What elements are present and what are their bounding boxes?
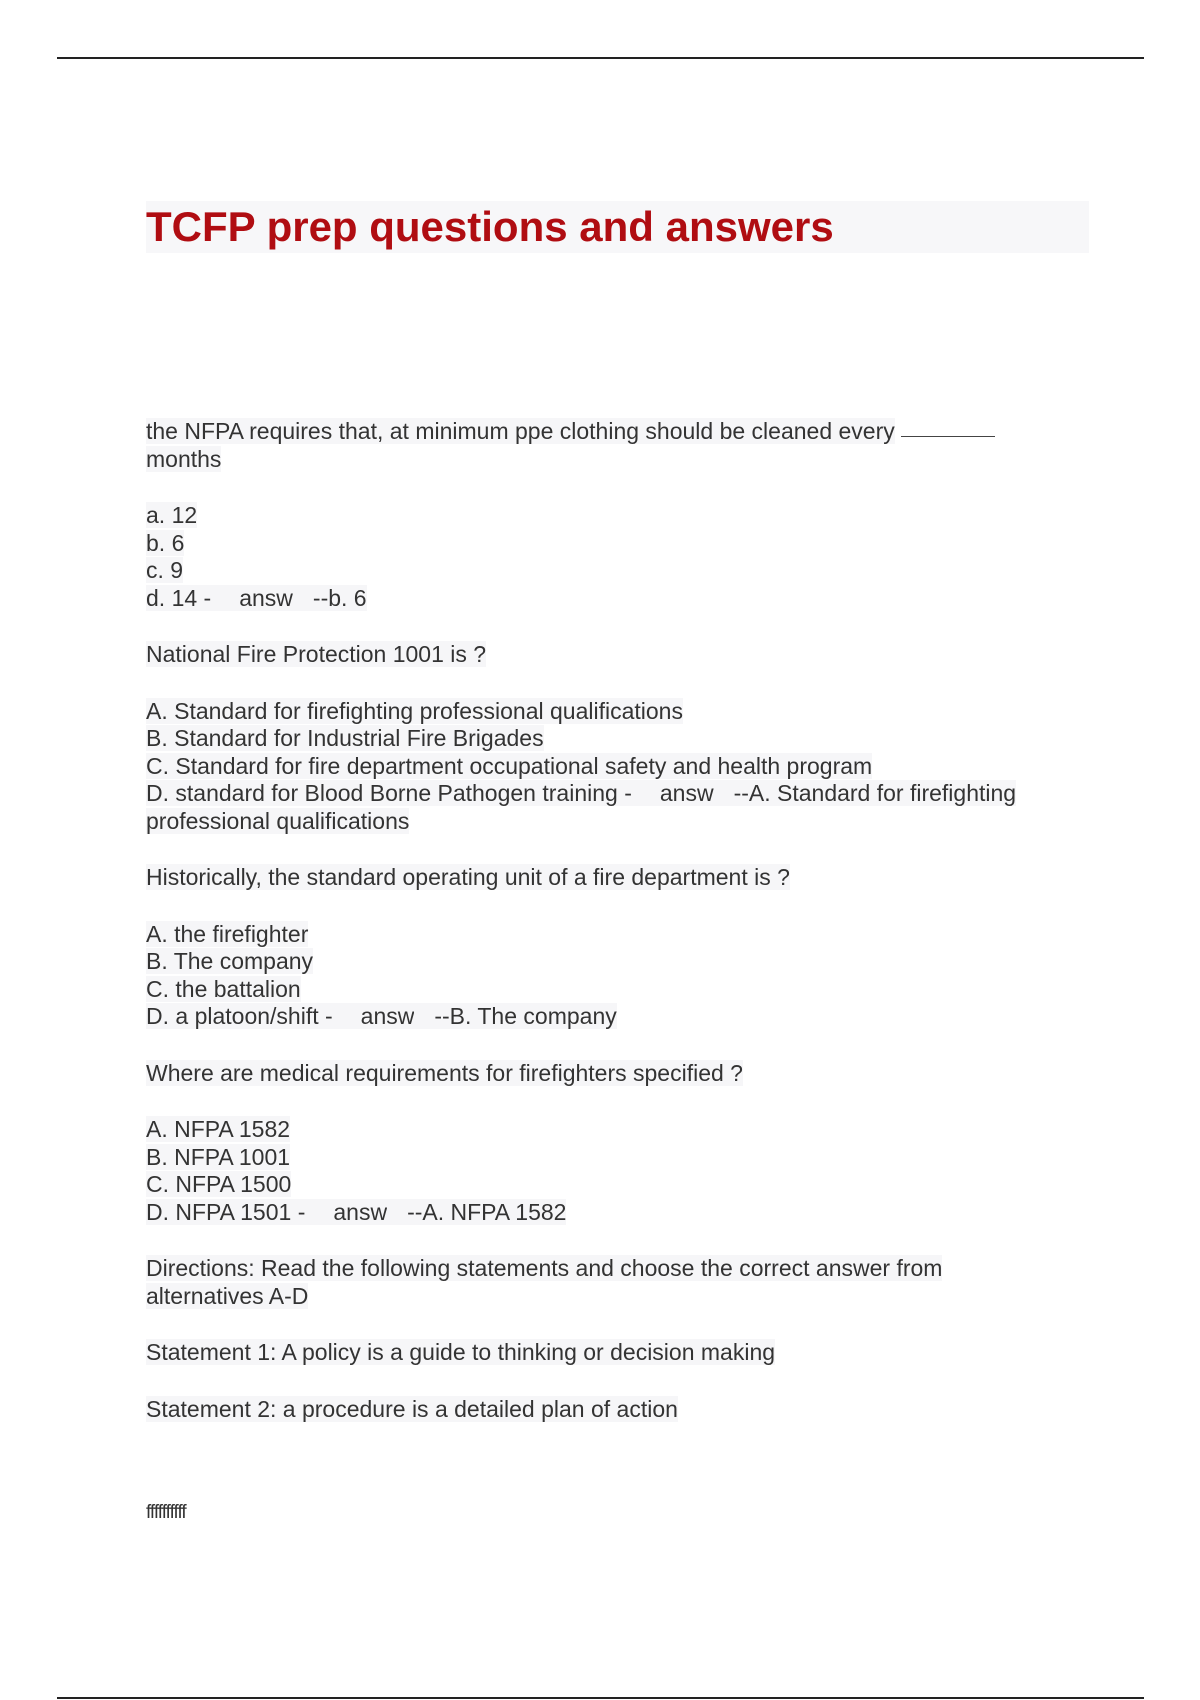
footer-text: ffffffffff	[146, 1502, 186, 1523]
option: C. NFPA 1500	[146, 1171, 292, 1197]
answer-text: --A. NFPA 1582	[387, 1199, 566, 1225]
question-prompt: Where are medical requirements for firefighters specified ?	[146, 1059, 743, 1086]
question-3-options	[146, 921, 1086, 1031]
option: B. Standard for Industrial Fire Brigades	[146, 725, 544, 751]
question-1-options	[146, 502, 1086, 612]
option-with-answer: d. 14 - answ --b. 6	[146, 584, 367, 611]
answer-text: --A. Standard for firefighting	[714, 780, 1017, 806]
directions	[146, 1255, 1086, 1310]
option: A. NFPA 1582	[146, 1116, 291, 1142]
question-4-options	[146, 1116, 1086, 1226]
option: C. the battalion	[146, 975, 301, 1002]
option: B. The company	[146, 948, 314, 974]
option-with-answer: D. standard for Blood Borne Pathogen training - answ --A. Standard for firefighting	[146, 780, 1017, 806]
answer-text: --B. The company	[414, 1003, 616, 1029]
option: C. Standard for fire department occupational safety and health program	[146, 752, 873, 779]
top-rule	[57, 57, 1144, 59]
question-4	[146, 1060, 1086, 1088]
answer-tag: answ	[333, 1003, 415, 1029]
answer-tag: answ	[211, 585, 293, 611]
statement-2: Statement 2: a procedure is a detailed plan of action	[146, 1395, 678, 1422]
statement-1: Statement 1: A policy is a guide to thinking or decision making	[146, 1339, 776, 1365]
question-prompt: the NFPA requires that, at minimum ppe clothing should be cleaned every	[146, 418, 1086, 446]
question-1	[146, 418, 1086, 473]
question-prompt: Historically, the standard operating unit of a fire department is ?	[146, 864, 790, 890]
option: B. NFPA 1001	[146, 1143, 291, 1170]
option: A. the firefighter	[146, 920, 309, 947]
option: a. 12	[146, 502, 198, 528]
directions-text-cont: alternatives A-D	[146, 1282, 309, 1309]
document-title: TCFP prep questions and answers	[146, 203, 834, 250]
directions-text: Directions: Read the following statements and choose the correct answer from	[146, 1255, 943, 1281]
option-with-answer: D. a platoon/shift - answ --B. The company	[146, 1003, 617, 1029]
answer-text: --b. 6	[293, 585, 367, 611]
answer-tag: answ	[632, 780, 714, 806]
answer-blank	[901, 436, 995, 437]
option: c. 9	[146, 557, 184, 583]
option: A. Standard for firefighting professional qualifications	[146, 697, 683, 724]
bottom-rule	[57, 1697, 1144, 1699]
answer-text-cont: professional qualifications	[146, 807, 410, 834]
answer-tag: answ	[305, 1199, 387, 1225]
option: b. 6	[146, 529, 185, 556]
question-2-options	[146, 698, 1086, 836]
question-2	[146, 641, 1086, 669]
document-body	[146, 418, 1086, 1452]
question-prompt: National Fire Protection 1001 is ?	[146, 641, 487, 667]
option-with-answer: D. NFPA 1501 - answ --A. NFPA 1582	[146, 1198, 567, 1225]
question-3	[146, 864, 1086, 892]
question-prompt-cont: months	[146, 445, 222, 472]
